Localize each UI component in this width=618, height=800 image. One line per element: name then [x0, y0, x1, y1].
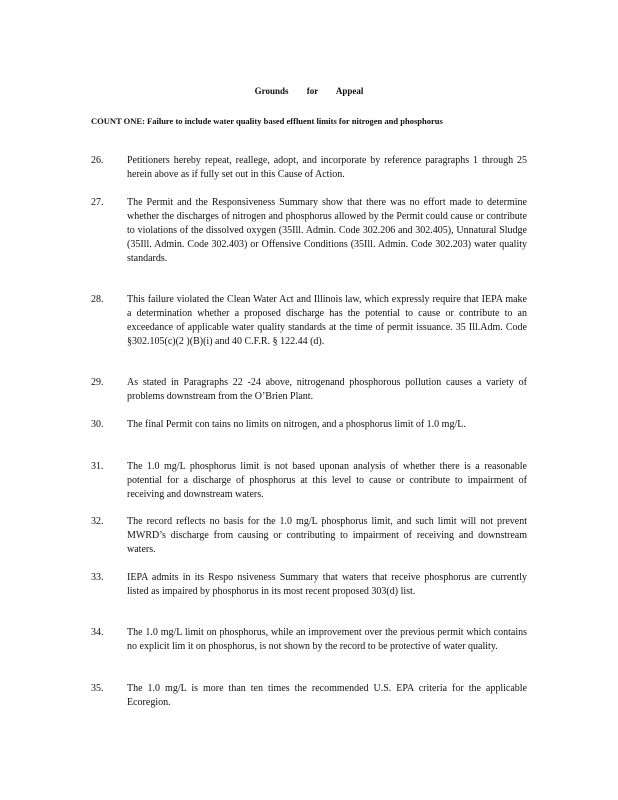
- paragraph-text: This failure violated the Clean Water Act and Illinois law, which expressly require that IEPA make a determination whether a proposed discharge has the potential to cause or contribute to an exceedance of applicable water quality standards at the time of permit issuance. 35 Ill.Adm. Code §302.105(c)(2 )(B)(i) and 40 C.F.R. § 122.44 (d).: [127, 294, 527, 347]
- paragraph-number: 31.: [91, 461, 104, 472]
- paragraph-28: [91, 293, 527, 349]
- paragraph-27: [91, 196, 527, 266]
- paragraph-32: [91, 515, 527, 557]
- paragraph-text: The 1.0 mg/L phosphorus limit is not based uponan analysis of whether there is a reasonable potential for a discharge of phosphorus at this level to cause or contribute to impairment of receiving and downstream waters.: [127, 461, 527, 500]
- count-heading: COUNT ONE: Failure to include water quality based effluent limits for nitrogen and phosphorus: [91, 116, 443, 126]
- paragraph-text: The 1.0 mg/L is more than ten times the recommended U.S. EPA criteria for the applicable Ecoregion.: [127, 683, 527, 708]
- paragraph-text: The record reflects no basis for the 1.0 mg/L phosphorus limit, and such limit will not prevent MWRD’s discharge from causing or contributing to impairment of receiving and downstream waters.: [127, 516, 527, 555]
- paragraph-35: [91, 682, 527, 710]
- paragraph-26: [91, 154, 527, 182]
- paragraph-text: The 1.0 mg/L limit on phosphorus, while an improvement over the previous permit which contains no explicit lim it on phosphorus, is not shown by the record to be protective of water quality.: [127, 627, 527, 652]
- paragraph-number: 27.: [91, 197, 104, 208]
- paragraph-number: 29.: [91, 377, 104, 388]
- page-title: Grounds for Appeal: [254, 86, 364, 96]
- paragraph-number: 33.: [91, 572, 104, 583]
- paragraph-number: 26.: [91, 155, 104, 166]
- paragraph-text: As stated in Paragraphs 22 -24 above, nitrogenand phosphorous pollution causes a variety of problems downstream from the O’Brien Plant.: [127, 377, 527, 402]
- paragraph-number: 28.: [91, 294, 104, 305]
- paragraph-text: IEPA admits in its Respo nsiveness Summary that waters that receive phosphorus are currently listed as impaired by phosphorus in its most recent proposed 303(d) list.: [127, 572, 527, 597]
- paragraph-text: The final Permit con tains no limits on nitrogen, and a phosphorus limit of 1.0 mg/L.: [127, 419, 466, 430]
- paragraph-text: Petitioners hereby repeat, reallege, adopt, and incorporate by reference paragraphs 1 through 25 herein above as if fully set out in this Cause of Action.: [127, 155, 527, 180]
- paragraph-number: 35.: [91, 683, 104, 694]
- paragraph-31: [91, 460, 527, 502]
- paragraph-33: [91, 571, 527, 599]
- paragraph-29: [91, 376, 527, 404]
- paragraph-number: 32.: [91, 516, 104, 527]
- paragraph-number: 34.: [91, 627, 104, 638]
- paragraph-30: [91, 418, 527, 432]
- paragraph-text: The Permit and the Responsiveness Summary show that there was no effort made to determine whether the discharges of nitrogen and phosphorus allowed by the Permit could cause or contribute to violations of the dissolved oxygen (35Ill. Admin. Code 302.206 and 302.405), Unnatural Sludge (35Ill. Admin. Code 302.403) or Offensive Conditions (35Ill. Admin. Code 302.203) water quality standards.: [127, 197, 527, 264]
- paragraph-number: 30.: [91, 419, 104, 430]
- paragraph-34: [91, 626, 527, 654]
